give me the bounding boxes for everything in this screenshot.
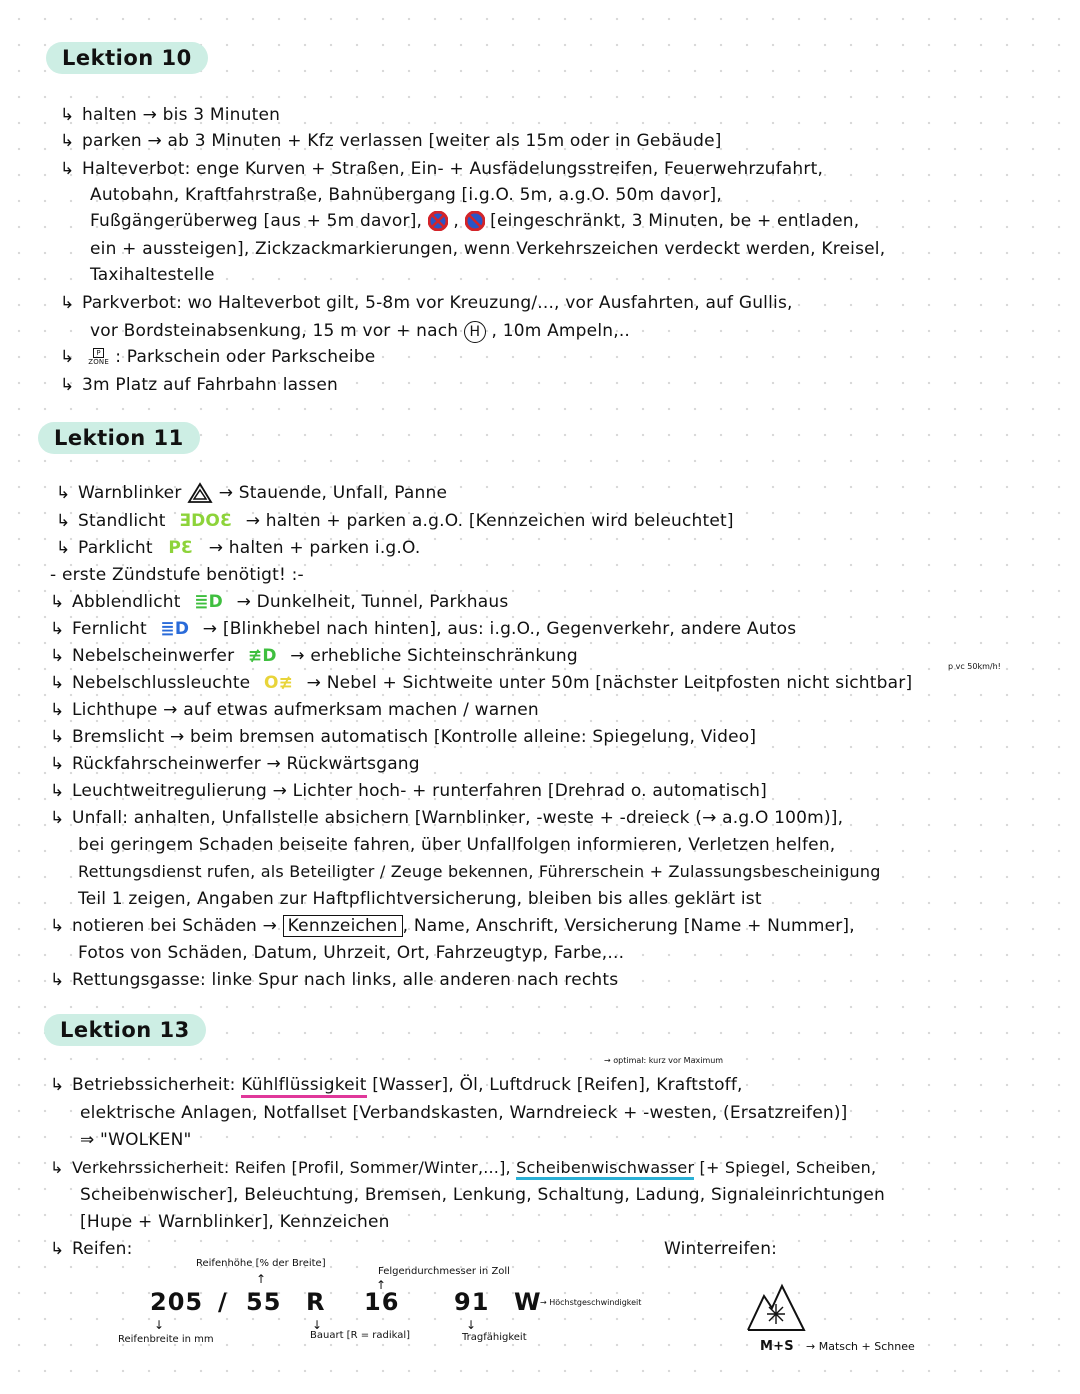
- l11-line: Rettungsdienst rufen, als Beteiligter / Zeuge bekennen, Führerschein + Zulassungsbescheinigung: [78, 862, 881, 881]
- tire-label-ratio: Reifenhöhe [% der Breite]: [196, 1258, 326, 1269]
- l11-line: ↳ Warnblinker → Stauende, Unfall, Panne: [56, 483, 448, 503]
- winter-tires-label: Winterreifen:: [664, 1239, 778, 1259]
- tire-label-rim: Felgendurchmesser in Zoll: [378, 1266, 510, 1277]
- no-parking-sign-icon: [465, 211, 485, 231]
- lesson10-title: Lektion 10: [46, 42, 208, 74]
- l13-line: ↳ Reifen:: [50, 1239, 133, 1259]
- speed-note: p vc 50km/h!: [948, 662, 1001, 671]
- l10-line: ↳ P ZONE : Parkschein oder Parkscheibe: [60, 347, 376, 367]
- l11-line: - erste Zündstufe benötigt! :-: [50, 565, 304, 585]
- fog-light-icon: ≢D: [247, 646, 277, 666]
- tire-width: 205: [150, 1288, 204, 1316]
- l10-line: ↳ Halteverbot: enge Kurven + Straßen, Ein- + Ausfädelungsstreifen, Feuerwehrzufahrt,: [60, 159, 824, 179]
- washer-fluid-highlight: Scheibenwischwasser: [516, 1158, 694, 1180]
- l11-line: ↳ Rettungsgasse: linke Spur nach links, alle anderen nach rechts: [50, 970, 619, 990]
- l11-line: ↳ Lichthupe → auf etwas aufmerksam machen / warnen: [50, 700, 539, 720]
- low-beam-icon: ≣D: [194, 592, 223, 612]
- l10-line: ↳ halten → bis 3 Minuten: [60, 105, 281, 125]
- tire-rim: 16: [364, 1288, 400, 1316]
- arrow-rim: ↑: [376, 1278, 387, 1292]
- l13-line: ↳ Betriebssicherheit: Kühlflüssigkeit [Wasser], Öl, Luftdruck [Reifen], Kraftstoff,: [50, 1074, 743, 1096]
- parking-zone-sign-icon: P ZONE: [88, 349, 109, 366]
- tire-load: 91: [454, 1288, 490, 1316]
- l13-line: ↳ Verkehrssicherheit: Reifen [Profil, Sommer/Winter,...], Scheibenwischwasser [+ Spiegel, Scheiben,: [50, 1157, 876, 1179]
- l13-line: [Hupe + Warnblinker], Kennzeichen: [80, 1212, 390, 1232]
- l10-line: vor Bordsteinabsenkung, 15 m vor + nach H , 10m Ampeln,..: [90, 321, 631, 341]
- l11-line: ↳ Leuchtweitregulierung → Lichter hoch- + runterfahren [Drehrad o. automatisch]: [50, 781, 767, 801]
- side-light-icon: ƎDOƐ: [179, 511, 233, 531]
- winter-desc: → Matsch + Schnee: [806, 1340, 915, 1353]
- l11-line: ↳ Parklicht PƐ → halten + parken i.g.O.: [56, 538, 421, 558]
- tire-label-type: Bauart [R = radikal]: [310, 1330, 411, 1341]
- l11-line: ↳ Nebelschlussleuchte O≢ → Nebel + Sichtweite unter 50m [nächster Leitpfosten nicht sichtbar]: [50, 673, 913, 693]
- arrow-width: ↓: [154, 1318, 165, 1332]
- tire-label-speed: → Höchstgeschwindigkeit: [540, 1298, 642, 1307]
- lesson11-title: Lektion 11: [38, 422, 200, 454]
- l11-line: ↳ notieren bei Schäden → Kennzeichen , Name, Anschrift, Versicherung [Name + Nummer],: [50, 916, 855, 936]
- no-stopping-sign-icon: [428, 211, 448, 231]
- tire-speed: W: [514, 1288, 542, 1316]
- l11-line: ↳ Fernlicht ≣D → [Blinkhebel nach hinten], aus: i.g.O., Gegenverkehr, andere Autos: [50, 619, 797, 639]
- l10-line: Fußgängerüberweg [aus + 5m davor], , [eingeschränkt, 3 Minuten, be + entladen,: [90, 211, 860, 231]
- bus-stop-h-icon: H: [464, 321, 486, 343]
- rear-fog-light-icon: O≢: [263, 673, 294, 693]
- tire-label-width: Reifenbreite in mm: [118, 1334, 214, 1345]
- snowflake-mountain-icon: [746, 1282, 806, 1332]
- license-plate-box: Kennzeichen: [283, 915, 403, 937]
- arrow-type: ↓: [312, 1318, 323, 1332]
- l11-line: Fotos von Schäden, Datum, Uhrzeit, Ort, Fahrzeugtyp, Farbe,...: [78, 943, 625, 963]
- l13-line: ⇒ "WOLKEN": [80, 1130, 192, 1150]
- l11-line: ↳ Abblendlicht ≣D → Dunkelheit, Tunnel, Parkhaus: [50, 592, 509, 612]
- l10-line: Autobahn, Kraftfahrstraße, Bahnübergang [i.g.O. 5m, a.g.O. 50m davor],: [90, 185, 722, 205]
- l11-line: ↳ Standlicht ƎDOƐ → halten + parken a.g.O. [Kennzeichen wird beleuchtet]: [56, 511, 734, 531]
- tire-ratio: 55: [246, 1288, 282, 1316]
- l13-line: elektrische Anlagen, Notfallset [Verbandskasten, Warndreieck + -westen, (Ersatzreifen)]: [80, 1103, 848, 1123]
- l10-line: Taxihaltestelle: [90, 265, 215, 285]
- hazard-triangle-icon: [187, 482, 213, 504]
- l10-line: ↳ parken → ab 3 Minuten + Kfz verlassen [weiter als 15m oder in Gebäude]: [60, 131, 722, 151]
- arrow-load: ↓: [466, 1318, 477, 1332]
- l11-line: Teil 1 zeigen, Angaben zur Haftpflichtversicherung, bleiben bis alles geklärt ist: [78, 889, 762, 909]
- optimal-note: → optimal: kurz vor Maximum: [604, 1056, 724, 1065]
- lesson13-title: Lektion 13: [44, 1014, 206, 1046]
- l13-line: Scheibenwischer], Beleuchtung, Bremsen, Lenkung, Schaltung, Ladung, Signaleinrichtungen: [80, 1185, 886, 1205]
- tire-slash: /: [218, 1288, 228, 1316]
- coolant-highlight: Kühlflüssigkeit: [241, 1075, 366, 1098]
- high-beam-icon: ≣D: [160, 619, 190, 639]
- parking-light-icon: PƐ: [168, 538, 194, 558]
- l11-line: ↳ Unfall: anhalten, Unfallstelle absichern [Warnblinker, -weste + -dreieck (→ a.g.O 100m)],: [50, 808, 844, 828]
- tire-label-load: Tragfähigkeit: [462, 1332, 527, 1343]
- l10-line: ↳ Parkverbot: wo Halteverbot gilt, 5-8m vor Kreuzung/..., vor Ausfahrten, auf Gullis,: [60, 293, 793, 313]
- tire-type: R: [306, 1288, 326, 1316]
- winter-mark: M+S: [760, 1339, 794, 1354]
- arrow-ratio: ↑: [256, 1272, 267, 1286]
- l11-line: bei geringem Schaden beiseite fahren, über Unfallfolgen informieren, Verletzen helfen,: [78, 835, 836, 855]
- l11-line: ↳ Bremslicht → beim bremsen automatisch [Kontrolle alleine: Spiegelung, Video]: [50, 727, 757, 747]
- l10-line: ein + aussteigen], Zickzackmarkierungen, wenn Verkehrszeichen verdeckt werden, Kreisel,: [90, 239, 886, 259]
- l11-line: ↳ Rückfahrscheinwerfer → Rückwärtsgang: [50, 754, 420, 774]
- l11-line: ↳ Nebelscheinwerfer ≢D → erhebliche Sichteinschränkung: [50, 646, 578, 666]
- l10-line: ↳ 3m Platz auf Fahrbahn lassen: [60, 375, 338, 395]
